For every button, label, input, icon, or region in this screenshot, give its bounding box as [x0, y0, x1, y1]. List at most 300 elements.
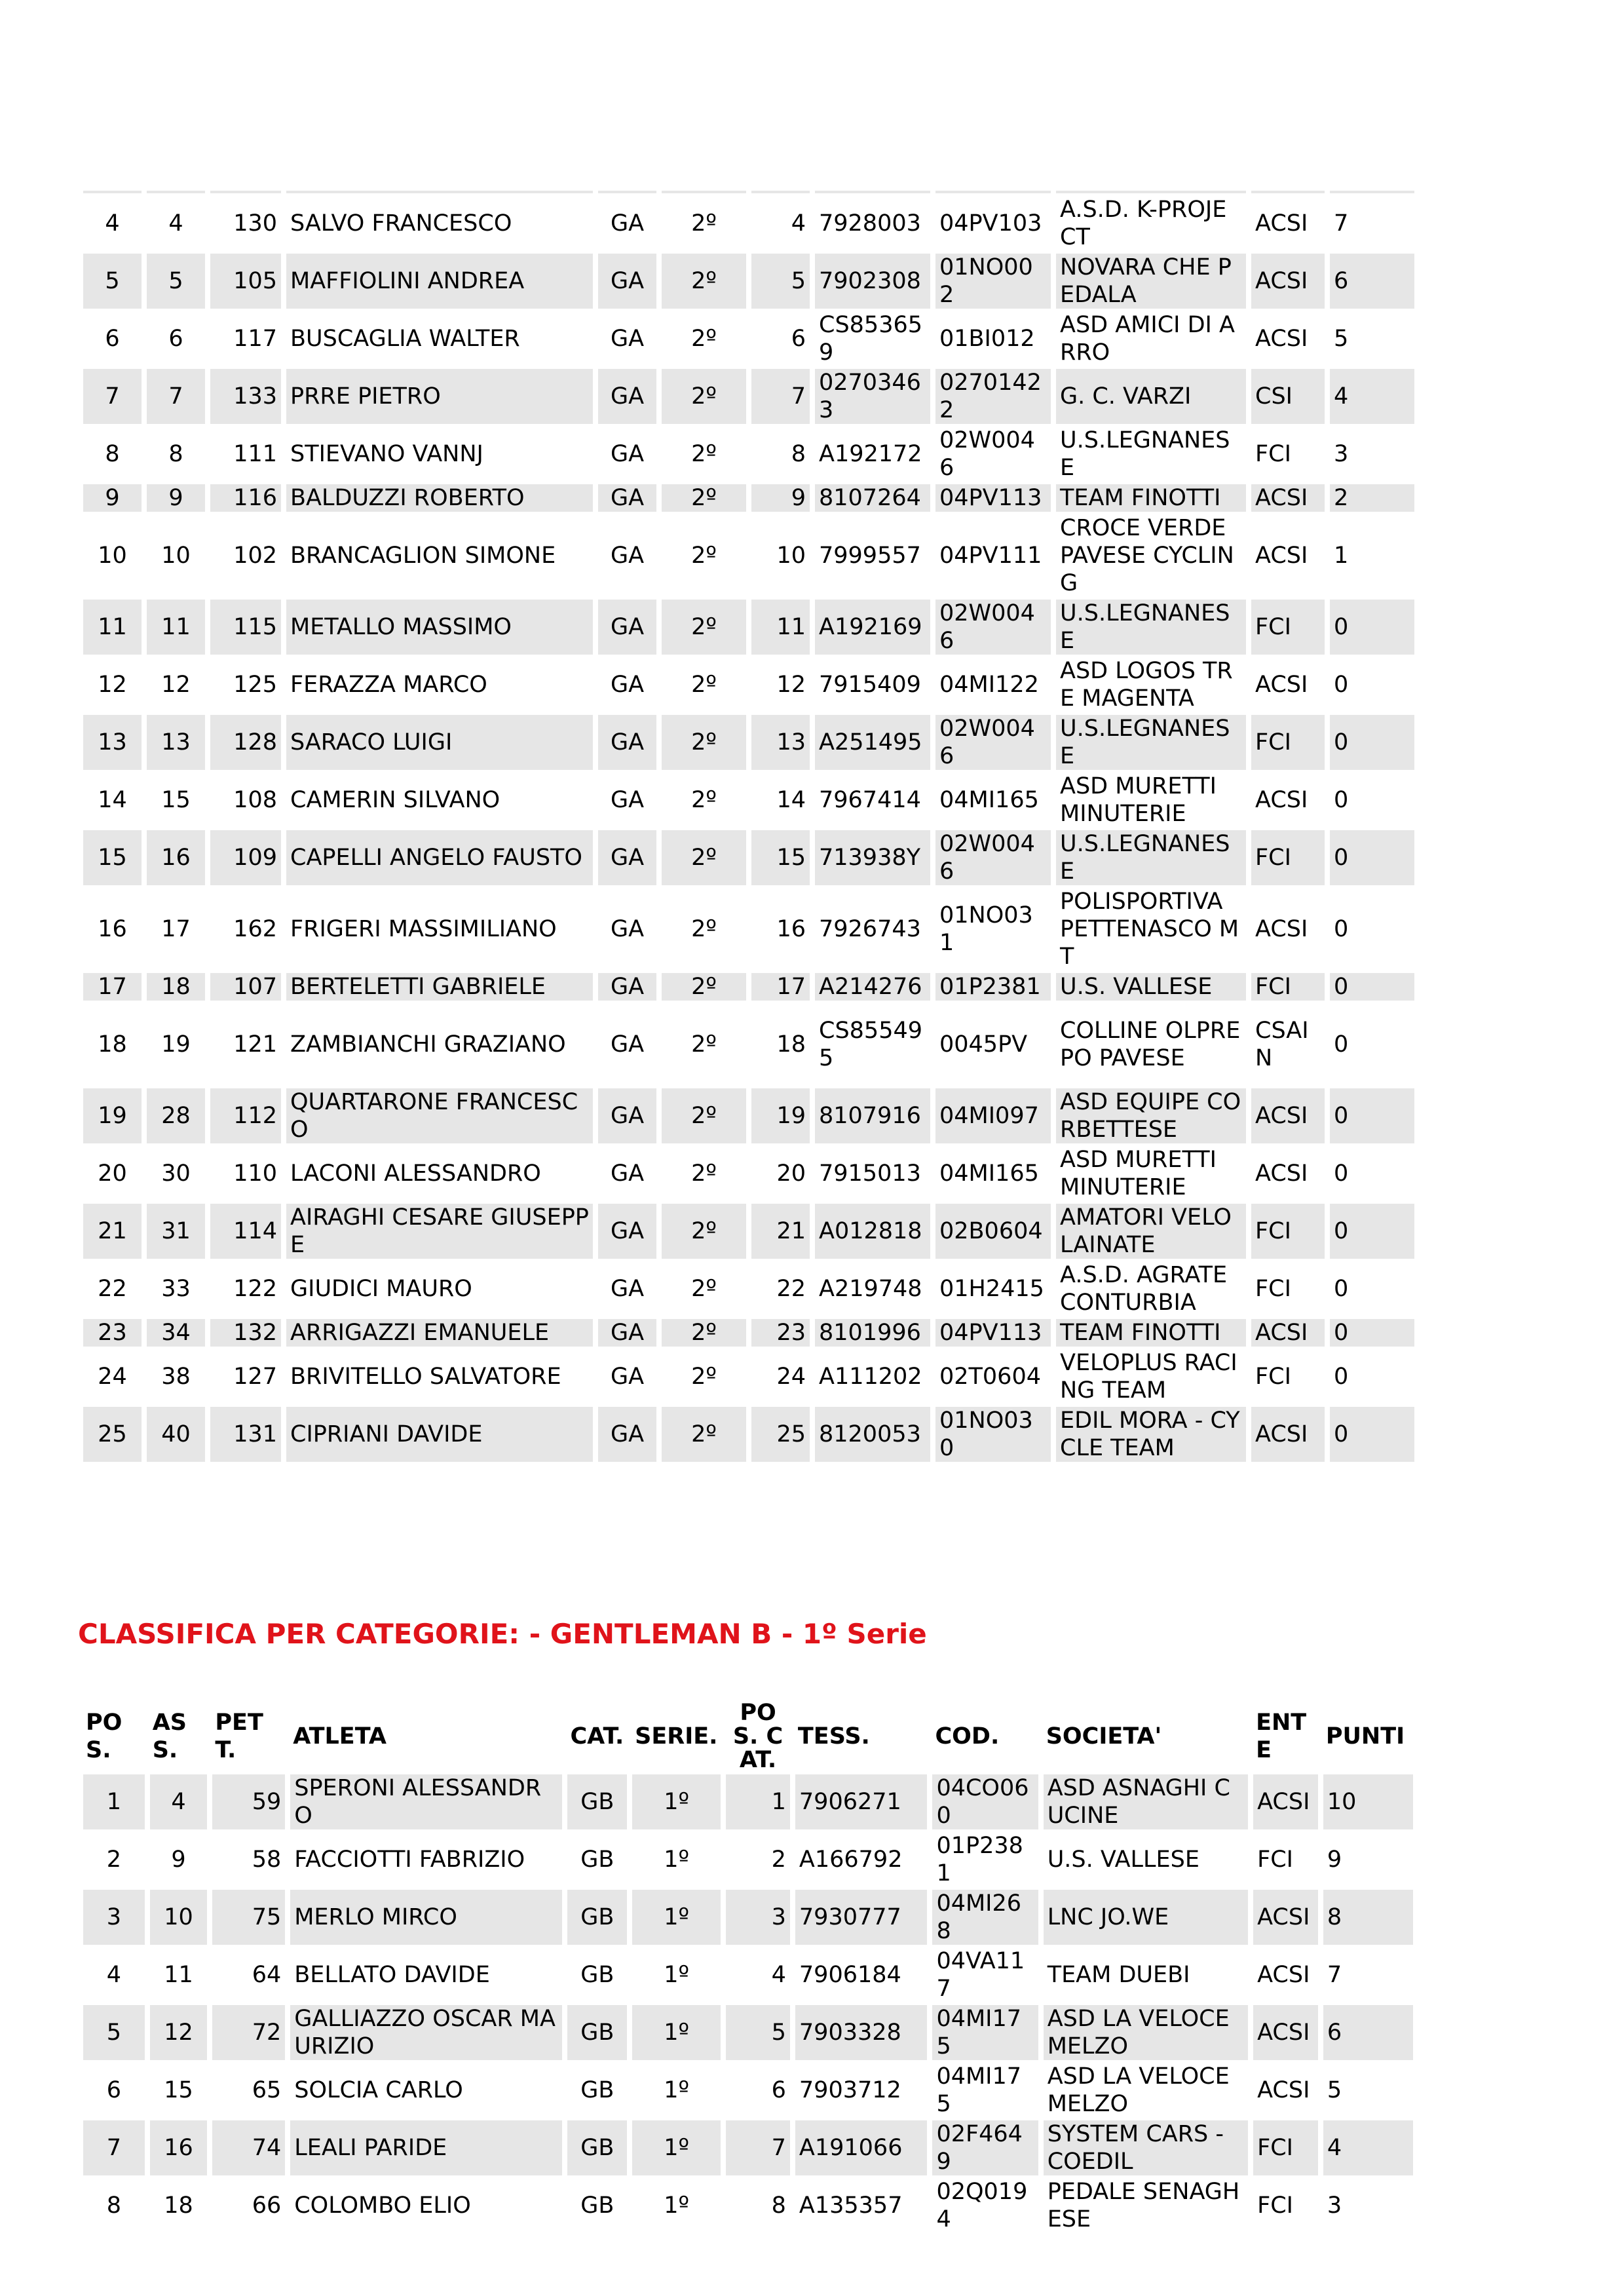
cell-pos: 15 — [83, 830, 142, 885]
cell-pos: 9 — [83, 484, 142, 512]
cell-societa: ASD ASNAGHI CUCINE — [1044, 1774, 1248, 1829]
cell-cat: GA — [598, 600, 656, 655]
header-atleta: ATLETA — [293, 1723, 387, 1750]
cell-cat: GA — [610, 441, 645, 467]
cell-societa: U.S.LEGNANESE — [1056, 830, 1246, 885]
cell-tess: A214276 — [815, 973, 930, 1001]
cell-tess: 7930777 — [795, 1890, 928, 1945]
cell-poscat: 17 — [751, 973, 810, 1001]
cell-serie: 2º — [662, 369, 746, 424]
cell-cat: GA — [610, 1031, 645, 1058]
cell-ass: 33 — [161, 1276, 191, 1302]
cell-punti: 2 — [1330, 484, 1414, 512]
table-row — [83, 1407, 1414, 1462]
cell-punti: 6 — [1323, 2005, 1413, 2060]
cell-tess: 7928003 — [819, 210, 921, 237]
cell-punti: 0 — [1330, 830, 1414, 885]
table-row — [83, 427, 1414, 482]
cell-poscat: 19 — [751, 1088, 810, 1143]
cell-pos: 8 — [106, 2192, 121, 2219]
cell-ass: 15 — [161, 787, 191, 813]
cell-tess: A219748 — [819, 1276, 922, 1302]
cell-serie: 2º — [691, 1276, 717, 1302]
cell-cat: GA — [598, 715, 656, 770]
cell-cat: GA — [610, 1160, 645, 1187]
cell-poscat: 23 — [751, 1319, 810, 1347]
header-ass: ASS. — [152, 1710, 187, 1763]
table-row — [83, 2120, 1413, 2175]
cell-ente: FCI — [1255, 441, 1291, 467]
cell-cod: 02Q0194 — [936, 2179, 1028, 2232]
cell-serie: 2º — [662, 254, 746, 309]
cell-punti: 7 — [1327, 1962, 1342, 1988]
cell-poscat: 9 — [751, 484, 810, 512]
cell-serie: 2º — [691, 1031, 717, 1058]
cell-atleta: PRRE PIETRO — [286, 369, 593, 424]
cell-societa: PEDALE SENAGHESE — [1047, 2179, 1240, 2232]
cell-pos: 11 — [83, 600, 142, 655]
cell-serie: 1º — [632, 2005, 721, 2060]
cell-pett: 112 — [210, 1088, 281, 1143]
cell-ass: 10 — [161, 543, 191, 569]
cell-atleta: FACCIOTTI FABRIZIO — [294, 1846, 525, 1873]
cell-societa: U.S.LEGNANESE — [1060, 427, 1230, 481]
cell-atleta: ZAMBIANCHI GRAZIANO — [290, 1031, 566, 1058]
cell-poscat: 18 — [776, 1031, 806, 1058]
cell-tess: 7915013 — [819, 1160, 921, 1187]
cell-cod: 04MI165 — [939, 787, 1039, 813]
cell-serie: 2º — [662, 973, 746, 1001]
cell-cat: GA — [598, 369, 656, 424]
cell-cat: GA — [598, 1204, 656, 1259]
cell-punti: 0 — [1330, 1204, 1414, 1259]
cell-atleta: STIEVANO VANNJ — [290, 441, 483, 467]
cell-atleta: GALLIAZZO OSCAR MAURIZIO — [290, 2005, 562, 2060]
cell-ass: 7 — [147, 369, 205, 424]
cell-ente: ACSI — [1255, 787, 1308, 813]
cell-pos: 7 — [83, 2120, 145, 2175]
cell-pett: 116 — [210, 484, 281, 512]
cell-punti: 10 — [1323, 1774, 1413, 1829]
table-row — [83, 311, 1414, 366]
section-title: CLASSIFICA PER CATEGORIE: - GENTLEMAN B - 1º Serie — [78, 1618, 927, 1650]
cell-cat: GA — [598, 830, 656, 885]
cell-atleta: GIUDICI MAURO — [290, 1276, 472, 1302]
table-row — [83, 600, 1414, 655]
cell-ass: 31 — [147, 1204, 205, 1259]
cell-ente: ACSI — [1257, 1962, 1310, 1988]
cell-pett: 66 — [252, 2192, 282, 2219]
cell-societa: ASD LA VELOCE MELZO — [1047, 2063, 1230, 2117]
cell-serie: 2º — [691, 787, 717, 813]
cell-tess: 8107264 — [815, 484, 930, 512]
cell-ass: 17 — [161, 916, 191, 942]
cell-pos: 6 — [105, 326, 120, 352]
results-table-gentleman-b — [78, 1698, 1418, 2236]
table-top-rule — [83, 191, 1414, 193]
cell-societa: ASD MURETTI MINUTERIE — [1060, 773, 1217, 827]
cell-poscat: 12 — [776, 672, 806, 698]
cell-punti: 0 — [1334, 1160, 1349, 1187]
cell-poscat: 22 — [776, 1276, 806, 1302]
cell-cod: 04MI175 — [936, 2063, 1022, 2117]
header-pos: POS. — [86, 1710, 123, 1763]
cell-punti: 0 — [1334, 787, 1349, 813]
cell-punti: 0 — [1330, 1088, 1414, 1143]
cell-serie: 2º — [662, 1319, 746, 1347]
cell-punti: 0 — [1330, 1407, 1414, 1462]
cell-pos: 19 — [83, 1088, 142, 1143]
cell-societa: ASD LOGOS TRE MAGENTA — [1060, 658, 1233, 712]
table-row — [83, 657, 1414, 712]
cell-poscat: 7 — [751, 369, 810, 424]
cell-societa: TEAM DUEBI — [1047, 1962, 1190, 1988]
cell-cat: GA — [598, 1407, 656, 1462]
table-row — [83, 514, 1414, 597]
cell-pos: 2 — [106, 1846, 121, 1873]
cell-ente: FCI — [1255, 1276, 1291, 1302]
cell-cat: GA — [610, 672, 645, 698]
cell-pos: 24 — [98, 1364, 127, 1390]
cell-ass: 4 — [150, 1774, 208, 1829]
cell-poscat: 15 — [751, 830, 810, 885]
cell-ente: ACSI — [1253, 2005, 1318, 2060]
cell-tess: A251495 — [815, 715, 930, 770]
cell-pett: 132 — [210, 1319, 281, 1347]
cell-tess: 7999557 — [819, 543, 921, 569]
cell-cat: GA — [610, 1276, 645, 1302]
cell-atleta: LACONI ALESSANDRO — [290, 1160, 541, 1187]
cell-pett: 115 — [210, 600, 281, 655]
cell-tess: A192169 — [815, 600, 930, 655]
cell-pett: 75 — [212, 1890, 285, 1945]
cell-serie: 2º — [691, 916, 717, 942]
cell-cat: GA — [598, 254, 656, 309]
cell-ente: FCI — [1251, 600, 1325, 655]
cell-serie: 1º — [632, 2120, 721, 2175]
cell-tess: CS853659 — [819, 312, 922, 366]
cell-societa: G. C. VARZI — [1056, 369, 1246, 424]
cell-punti: 0 — [1330, 715, 1414, 770]
cell-punti: 0 — [1330, 600, 1414, 655]
cell-cat: GA — [610, 787, 645, 813]
cell-societa: POLISPORTIVA PETTENASCO MT — [1060, 889, 1239, 970]
cell-pos: 25 — [83, 1407, 142, 1462]
cell-pos: 4 — [105, 210, 120, 237]
cell-cat: GA — [610, 543, 645, 569]
cell-poscat: 5 — [726, 2005, 790, 2060]
cell-pett: 121 — [233, 1031, 277, 1058]
cell-punti: 7 — [1334, 210, 1349, 237]
cell-cod: 01BI012 — [939, 326, 1035, 352]
cell-ass: 9 — [171, 1846, 186, 1873]
cell-societa: U.S. VALLESE — [1047, 1846, 1199, 1873]
cell-societa: ASD AMICI DI ARRO — [1060, 312, 1235, 366]
cell-punti: 4 — [1323, 2120, 1413, 2175]
cell-pos: 18 — [98, 1031, 127, 1058]
cell-ass: 28 — [147, 1088, 205, 1143]
cell-societa: A.S.D. K-PROJECT — [1060, 197, 1227, 250]
cell-cod: 01P2381 — [936, 1833, 1023, 1886]
cell-pett: 108 — [233, 787, 277, 813]
cell-cod: 02W0046 — [935, 830, 1051, 885]
cell-cod: 01NO002 — [935, 254, 1051, 309]
cell-poscat: 24 — [776, 1364, 806, 1390]
cell-poscat: 8 — [771, 2192, 786, 2219]
cell-ass: 18 — [164, 2192, 193, 2219]
cell-atleta: SALVO FRANCESCO — [290, 210, 512, 237]
cell-ass: 10 — [150, 1890, 208, 1945]
cell-poscat: 7 — [726, 2120, 790, 2175]
cell-ente: ACSI — [1257, 2077, 1310, 2103]
cell-poscat: 6 — [791, 326, 806, 352]
cell-punti: 8 — [1323, 1890, 1413, 1945]
cell-ente: FCI — [1257, 1846, 1293, 1873]
cell-punti: 1 — [1334, 543, 1349, 569]
cell-tess: 7967414 — [819, 787, 921, 813]
cell-poscat: 11 — [751, 600, 810, 655]
cell-pos: 8 — [105, 441, 120, 467]
cell-ente: ACSI — [1255, 916, 1308, 942]
cell-atleta: BUSCAGLIA WALTER — [290, 326, 520, 352]
cell-ente: ACSI — [1251, 1319, 1325, 1347]
cell-punti: 0 — [1334, 1364, 1349, 1390]
cell-atleta: CIPRIANI DAVIDE — [286, 1407, 593, 1462]
cell-cod: 04PV111 — [939, 543, 1042, 569]
cell-pos: 14 — [98, 787, 127, 813]
cell-atleta: BRIVITELLO SALVATORE — [290, 1364, 561, 1390]
cell-societa: EDIL MORA - CYCLE TEAM — [1056, 1407, 1246, 1462]
cell-cat: GA — [610, 326, 645, 352]
cell-cod: 02W0046 — [935, 600, 1051, 655]
cell-cod: 04PV103 — [939, 210, 1042, 237]
cell-cod: 04PV113 — [935, 484, 1051, 512]
cell-pos: 17 — [83, 973, 142, 1001]
cell-serie: 2º — [662, 715, 746, 770]
cell-ass: 16 — [147, 830, 205, 885]
cell-ass: 15 — [164, 2077, 193, 2103]
cell-ass: 11 — [147, 600, 205, 655]
cell-cat: GB — [580, 1962, 614, 1988]
cell-pos: 5 — [83, 2005, 145, 2060]
cell-pett: 133 — [210, 369, 281, 424]
cell-punti: 3 — [1334, 441, 1349, 467]
cell-punti: 0 — [1330, 1319, 1414, 1347]
cell-serie: 1º — [632, 1890, 721, 1945]
cell-cat: GB — [580, 2077, 614, 2103]
header-pett: PETT. — [215, 1710, 263, 1763]
header-punti: PUNTI — [1325, 1723, 1405, 1750]
cell-punti: 6 — [1330, 254, 1414, 309]
cell-pos: 7 — [83, 369, 142, 424]
table-header-row — [83, 1701, 1413, 1772]
cell-pos: 12 — [98, 672, 127, 698]
cell-cat: GB — [567, 1774, 627, 1829]
cell-serie: 2º — [691, 1160, 717, 1187]
cell-atleta: AIRAGHI CESARE GIUSEPPE — [286, 1204, 593, 1259]
cell-serie: 2º — [691, 543, 717, 569]
cell-ente: ACSI — [1251, 1088, 1325, 1143]
cell-poscat: 4 — [771, 1962, 786, 1988]
cell-societa: U.S. VALLESE — [1056, 973, 1246, 1001]
cell-societa: CROCE VERDE PAVESE CYCLING — [1060, 515, 1234, 596]
cell-serie: 1º — [632, 1774, 721, 1829]
cell-pett: 131 — [210, 1407, 281, 1462]
cell-pett: 128 — [210, 715, 281, 770]
cell-pos: 23 — [83, 1319, 142, 1347]
results-table-body — [83, 191, 1414, 1462]
cell-ass: 8 — [168, 441, 183, 467]
header-tess: TESS. — [797, 1723, 870, 1750]
cell-poscat: 3 — [726, 1890, 790, 1945]
table-row — [83, 2063, 1413, 2118]
cell-cod: 01NO031 — [939, 902, 1033, 956]
table-row — [83, 1088, 1414, 1143]
cell-serie: 2º — [662, 830, 746, 885]
cell-cod: 04CO060 — [932, 1774, 1038, 1829]
cell-ente: FCI — [1251, 715, 1325, 770]
cell-tess: A135357 — [799, 2192, 903, 2219]
cell-pos: 21 — [83, 1204, 142, 1259]
cell-poscat: 20 — [776, 1160, 806, 1187]
cell-cod: 01H2415 — [939, 1276, 1044, 1302]
table-row — [83, 484, 1414, 512]
cell-cat: GA — [598, 1088, 656, 1143]
cell-atleta: FERAZZA MARCO — [290, 672, 487, 698]
cell-ente: ACSI — [1255, 326, 1308, 352]
cell-pos: 10 — [98, 543, 127, 569]
cell-ente: FCI — [1253, 2120, 1318, 2175]
cell-pett: 122 — [233, 1276, 277, 1302]
cell-atleta: COLOMBO ELIO — [294, 2192, 471, 2219]
cell-ass: 13 — [147, 715, 205, 770]
table-row — [83, 1349, 1414, 1404]
cell-serie: 1º — [664, 2077, 690, 2103]
cell-punti: 3 — [1327, 2192, 1342, 2219]
cell-ass: 6 — [168, 326, 183, 352]
table-row — [83, 1947, 1413, 2002]
cell-pett: 74 — [212, 2120, 285, 2175]
cell-ass: 11 — [164, 1962, 193, 1988]
cell-poscat: 10 — [776, 543, 806, 569]
table-row — [83, 1774, 1413, 1829]
cell-pett: 102 — [233, 543, 277, 569]
cell-ente: ACSI — [1251, 254, 1325, 309]
cell-pos: 6 — [106, 2077, 121, 2103]
cell-atleta: METALLO MASSIMO — [286, 600, 593, 655]
cell-poscat: 5 — [751, 254, 810, 309]
cell-pett: 59 — [212, 1774, 285, 1829]
cell-ente: FCI — [1251, 830, 1325, 885]
cell-ente: ACSI — [1255, 672, 1308, 698]
cell-tess: 7926743 — [819, 916, 921, 942]
cell-cat: GB — [567, 2120, 627, 2175]
cell-pett: 72 — [212, 2005, 285, 2060]
cell-tess: 8107916 — [815, 1088, 930, 1143]
cell-ente: CSI — [1251, 369, 1325, 424]
cell-pos: 3 — [83, 1890, 145, 1945]
cell-ente: ACSI — [1255, 543, 1308, 569]
cell-pett: 65 — [252, 2077, 282, 2103]
cell-societa: ASD MURETTI MINUTERIE — [1060, 1147, 1217, 1200]
cell-ass: 38 — [161, 1364, 191, 1390]
cell-atleta: BALDUZZI ROBERTO — [286, 484, 593, 512]
cell-cod: 02F4649 — [932, 2120, 1038, 2175]
table-row — [83, 1261, 1414, 1316]
cell-tess: A166792 — [799, 1846, 903, 1873]
cell-serie: 2º — [691, 210, 717, 237]
cell-poscat: 13 — [751, 715, 810, 770]
cell-tess: A012818 — [815, 1204, 930, 1259]
cell-atleta: MAFFIOLINI ANDREA — [286, 254, 593, 309]
cell-cod: 02701422 — [935, 369, 1051, 424]
cell-cod: 02W0046 — [935, 715, 1051, 770]
cell-ass: 5 — [147, 254, 205, 309]
cell-atleta: CAPELLI ANGELO FAUSTO — [286, 830, 593, 885]
cell-tess: A111202 — [819, 1364, 922, 1390]
cell-societa: NOVARA CHE PEDALA — [1056, 254, 1246, 309]
cell-cod: 04MI097 — [935, 1088, 1051, 1143]
cell-cod: 04VA117 — [936, 1948, 1025, 2002]
cell-ass: 16 — [150, 2120, 208, 2175]
cell-atleta: MERLO MIRCO — [290, 1890, 562, 1945]
cell-poscat: 16 — [776, 916, 806, 942]
cell-ente: FCI — [1255, 1364, 1291, 1390]
cell-ass: 34 — [147, 1319, 205, 1347]
cell-cod: 0045PV — [939, 1031, 1028, 1058]
cell-societa: TEAM FINOTTI — [1056, 1319, 1246, 1347]
cell-ente: ACSI — [1255, 1160, 1308, 1187]
table-row — [83, 2178, 1413, 2233]
table-row — [83, 888, 1414, 970]
cell-serie: 2º — [691, 326, 717, 352]
cell-ente: ACSI — [1251, 1407, 1325, 1462]
cell-pos: 5 — [83, 254, 142, 309]
cell-pett: 107 — [210, 973, 281, 1001]
cell-societa: SYSTEM CARS - COEDIL — [1044, 2120, 1248, 2175]
header-societa: SOCIETA' — [1046, 1723, 1162, 1750]
cell-societa: A.S.D. AGRATE CONTURBIA — [1060, 1262, 1228, 1316]
cell-tess: 713938Y — [815, 830, 930, 885]
header-cod: COD. — [935, 1723, 1000, 1750]
cell-cod: 04MI175 — [932, 2005, 1038, 2060]
cell-cod: 02W0046 — [939, 427, 1035, 481]
cell-atleta: FRIGERI MASSIMILIANO — [290, 916, 557, 942]
cell-punti: 0 — [1334, 1276, 1349, 1302]
cell-tess: 7902308 — [815, 254, 930, 309]
cell-serie: 2º — [662, 1204, 746, 1259]
table-row — [83, 369, 1414, 424]
cell-cod: 01P2381 — [935, 973, 1051, 1001]
cell-cat: GB — [567, 2005, 627, 2060]
cell-ass: 40 — [147, 1407, 205, 1462]
cell-tess: 7906271 — [795, 1774, 928, 1829]
cell-societa: AMATORI VELO LAINATE — [1056, 1204, 1246, 1259]
cell-atleta: SOLCIA CARLO — [294, 2077, 463, 2103]
cell-tess: 7903328 — [795, 2005, 928, 2060]
cell-pett: 58 — [252, 1846, 282, 1873]
cell-societa: VELOPLUS RACING TEAM — [1060, 1350, 1237, 1404]
cell-tess: 7906184 — [799, 1962, 901, 1988]
cell-tess: 02703463 — [815, 369, 930, 424]
cell-ass: 30 — [161, 1160, 191, 1187]
cell-serie: 2º — [662, 484, 746, 512]
cell-societa: ASD LA VELOCE MELZO — [1044, 2005, 1248, 2060]
cell-serie: 2º — [662, 600, 746, 655]
cell-cat: GB — [580, 1846, 614, 1873]
table-row — [83, 2005, 1413, 2060]
cell-tess: A192172 — [819, 441, 922, 467]
